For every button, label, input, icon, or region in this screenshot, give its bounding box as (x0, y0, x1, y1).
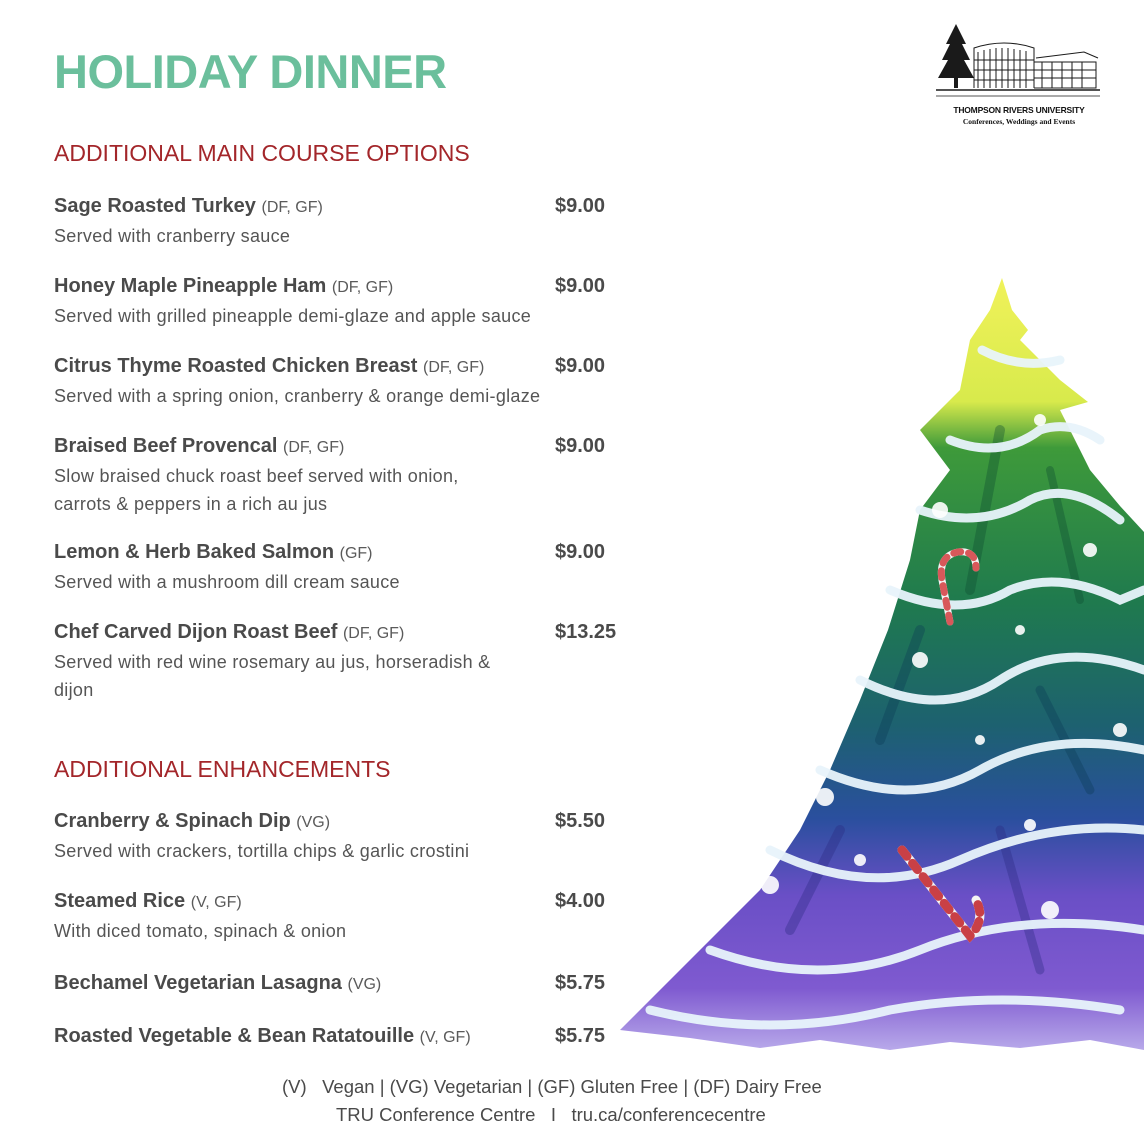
item-price: $4.00 (555, 890, 606, 912)
item-description: Served with a spring onion, cranberry & orange demi-glaze (54, 386, 541, 406)
logo-subtitle: Conferences, Weddings and Events (962, 117, 1076, 126)
item-name: Braised Beef Provencal (54, 435, 278, 457)
item-price: $9.00 (555, 541, 606, 563)
menu-item (54, 970, 634, 998)
item-price: $13.25 (555, 621, 617, 643)
item-tags: (V, GF) (419, 1029, 471, 1046)
item-description: Served with crackers, tortilla chips & garlic crostini (54, 841, 470, 861)
menu-item (54, 273, 634, 330)
christmas-tree-icon (620, 270, 1144, 1060)
main-course-heading: ADDITIONAL MAIN COURSE OPTIONS (54, 140, 470, 166)
item-name: Chef Carved Dijon Roast Beef (54, 621, 338, 643)
item-name: Honey Maple Pineapple Ham (54, 275, 327, 297)
footer-contact: TRU Conference Centre I tru.ca/conferencecentre (336, 1104, 766, 1125)
item-description: Slow braised chuck roast beef served with onion, carrots & peppers in a rich au jus (54, 466, 459, 514)
item-tags: (DF, GF) (331, 279, 394, 296)
building-tree-icon (934, 22, 1102, 104)
item-description: Served with cranberry sauce (54, 226, 291, 246)
menu-item (54, 193, 634, 250)
menu-item (54, 808, 634, 865)
item-description: Served with red wine rosemary au jus, horseradish & dijon (54, 652, 491, 700)
item-name: Steamed Rice (54, 890, 186, 912)
dietary-legend: (V) Vegan | (VG) Vegetarian | (GF) Gluten Free | (DF) Dairy Free (282, 1076, 822, 1097)
item-price: $9.00 (555, 195, 606, 217)
item-description: With diced tomato, spinach & onion (54, 921, 347, 941)
menu-item (54, 433, 634, 518)
item-name: Lemon & Herb Baked Salmon (54, 541, 335, 563)
item-description: Served with grilled pineapple demi-glaze and apple sauce (54, 306, 532, 326)
enhancements-heading: ADDITIONAL ENHANCEMENTS (54, 756, 391, 782)
item-tags: (DF, GF) (261, 199, 323, 216)
item-tags: (VG) (347, 976, 382, 993)
menu-item (54, 619, 634, 704)
item-tags: (DF, GF) (342, 625, 405, 642)
item-price: $9.00 (555, 435, 606, 457)
item-price: $9.00 (555, 275, 606, 297)
item-name: Roasted Vegetable & Bean Ratatouille (54, 1025, 415, 1047)
university-logo (934, 22, 1102, 132)
item-name: Sage Roasted Turkey (54, 195, 256, 217)
item-tags: (DF, GF) (283, 439, 345, 456)
item-tags: (GF) (339, 545, 373, 562)
item-price: $5.75 (555, 972, 606, 994)
item-price: $9.00 (555, 355, 606, 377)
menu-item (54, 353, 634, 410)
logo-university-name: THOMPSON RIVERS UNIVERSITY (953, 105, 1085, 115)
item-name: Cranberry & Spinach Dip (54, 810, 291, 832)
item-tags: (DF, GF) (423, 359, 485, 376)
item-description: Served with a mushroom dill cream sauce (54, 572, 400, 592)
item-price: $5.75 (555, 1025, 606, 1047)
item-price: $5.50 (555, 810, 606, 832)
item-name: Citrus Thyme Roasted Chicken Breast (54, 355, 418, 377)
item-tags: (VG) (296, 814, 331, 831)
item-name: Bechamel Vegetarian Lasagna (54, 972, 342, 994)
menu-item (54, 539, 634, 596)
menu-item (54, 1023, 634, 1051)
item-tags: (V, GF) (190, 894, 242, 911)
menu-item (54, 888, 634, 945)
page-title: HOLIDAY DINNER (54, 45, 447, 98)
